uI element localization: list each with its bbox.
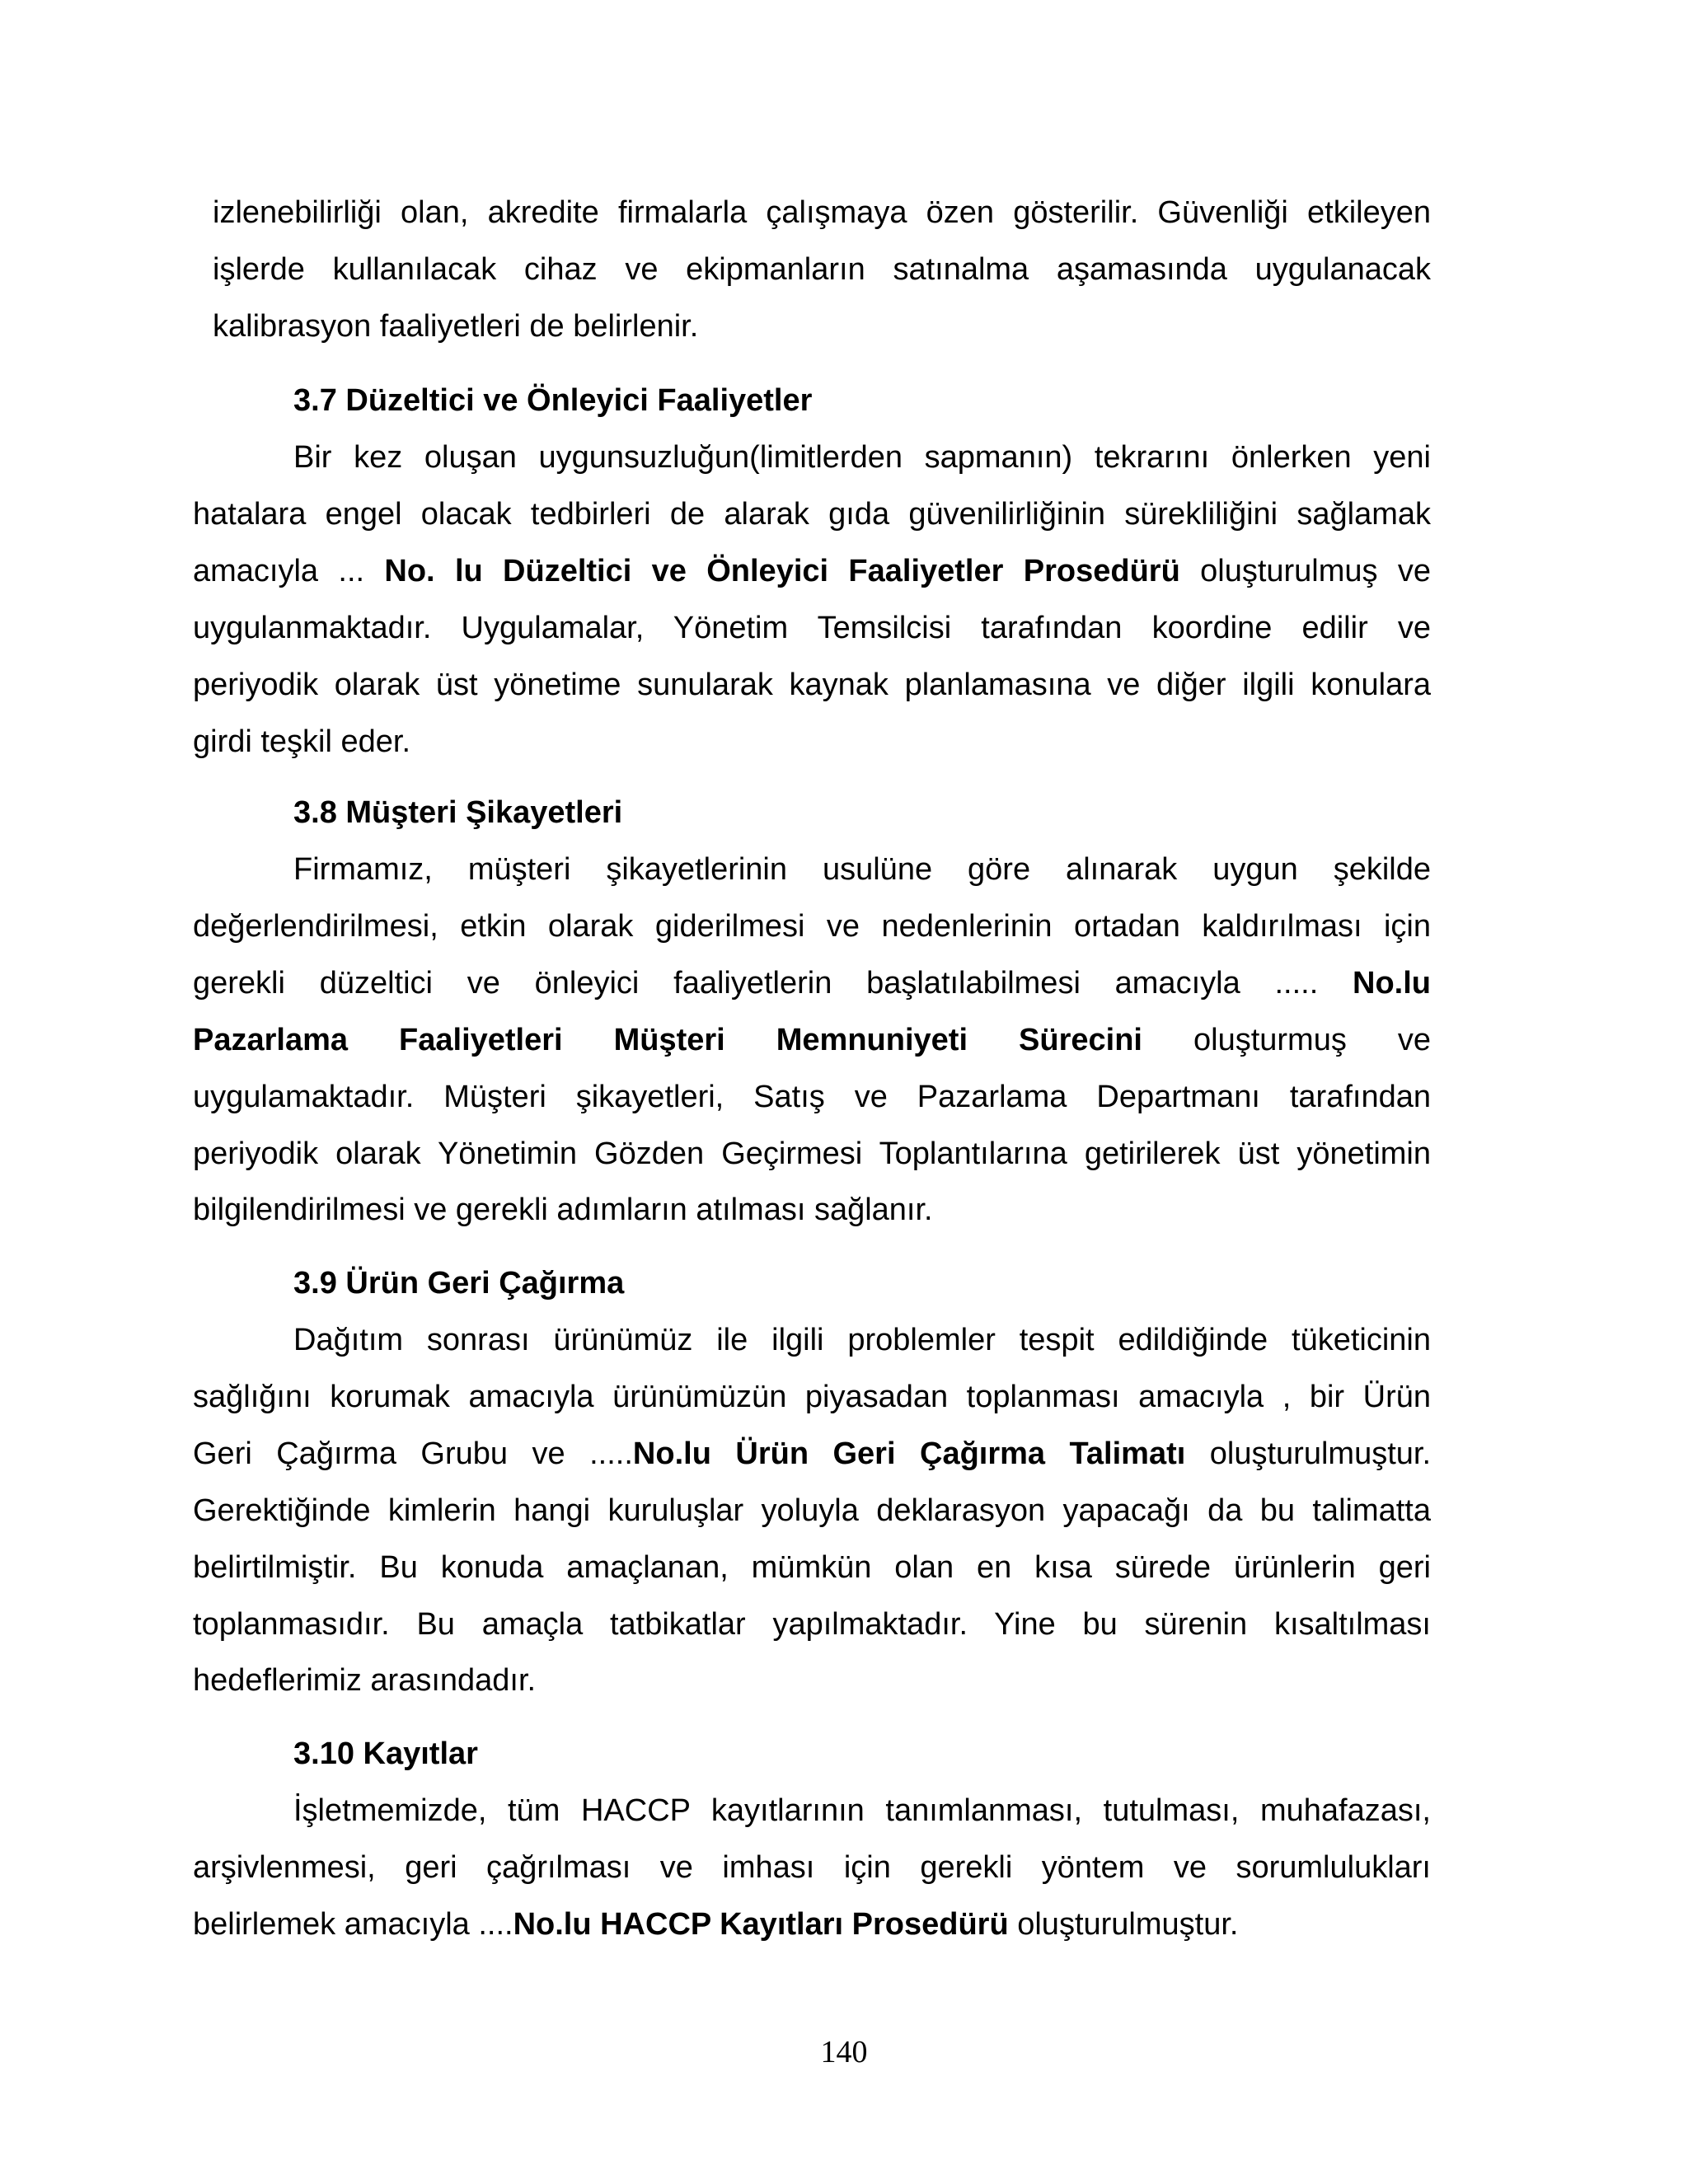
text-run: belirlemek amacıyla ....	[193, 1906, 513, 1942]
text-line: İşletmemizde, tüm HACCP kayıtlarının tanımlanması, tutulması, muhafazası,	[293, 1793, 1431, 1828]
text-run: amacıyla ...	[193, 553, 385, 588]
text-line: uygulamaktadır. Müşteri şikayetleri, Satış ve Pazarlama Departmanı tarafından	[193, 1079, 1431, 1114]
procedure-reference: No.lu Ürün Geri Çağırma Talimatı	[632, 1436, 1186, 1471]
text-line: değerlendirilmesi, etkin olarak giderilmesi ve nedenlerinin ortadan kaldırılması için	[193, 908, 1431, 944]
procedure-reference: Pazarlama Faaliyetleri Müşteri Memnuniyeti Sürecini	[193, 1022, 1142, 1057]
text-line: toplanmasıdır. Bu amaçla tatbikatlar yapılmaktadır. Yine bu sürenin kısaltılması	[193, 1606, 1431, 1642]
text-run: oluşturulmuştur.	[1008, 1906, 1239, 1942]
text-run: oluşturulmuş ve	[1179, 553, 1432, 588]
intro-paragraph	[213, 185, 1431, 355]
text-run: oluşturmuş ve	[1142, 1022, 1432, 1057]
text-line: uygulanmaktadır. Uygulamalar, Yönetim Temsilcisi tarafından koordine edilir ve	[193, 610, 1431, 645]
text-run: Geri Çağırma Grubu ve .....	[193, 1436, 633, 1471]
procedure-reference: No.lu	[1353, 965, 1431, 1001]
text-line: periyodik olarak Yönetimin Gözden Geçirmesi Toplantılarına getirilerek üst yönetimin	[193, 1136, 1431, 1171]
text-line: sağlığını korumak amacıyla ürünümüzün piyasadan toplanması amacıyla , bir Ürün	[193, 1379, 1431, 1414]
text-line: Firmamız, müşteri şikayetlerinin usulüne göre alınarak uygun şekilde	[293, 852, 1431, 887]
text-line: Bir kez oluşan uygunsuzluğun(limitlerden sapmanın) tekrarını önlerken yeni	[293, 440, 1431, 475]
page-number: 140	[820, 2035, 868, 2069]
text-line: izlenebilirliği olan, akredite firmalarla çalışmaya özen gösterilir. Güvenliği etkileyen	[213, 195, 1431, 230]
section-3-10-paragraph	[193, 1783, 1431, 1953]
text-line	[193, 1012, 1431, 1069]
text-run: oluşturulmuştur.	[1185, 1436, 1432, 1471]
text-line: Dağıtım sonrası ürünümüz ile ilgili problemler tespit edildiğinde tüketicinin	[293, 1323, 1431, 1357]
section-heading-3-7: 3.7 Düzeltici ve Önleyici Faaliyetler	[293, 383, 813, 418]
text-line: bilgilendirilmesi ve gerekli adımların atılması sağlanır.	[193, 1193, 933, 1228]
text-line	[193, 955, 1431, 1012]
text-line	[193, 543, 1431, 600]
section-3-8-paragraph	[193, 841, 1431, 1239]
section-3-9-paragraph	[193, 1312, 1431, 1709]
text-line: hatalara engel olacak tedbirleri de alarak gıda güvenilirliğinin sürekliliğini sağlamak	[193, 496, 1431, 532]
text-line: Gerektiğinde kimlerin hangi kuruluşlar yoluyla deklarasyon yapacağı da bu talimatta	[193, 1493, 1431, 1528]
text-line: işlerde kullanılacak cihaz ve ekipmanların satınalma aşamasında uygulanacak	[213, 251, 1431, 287]
section-heading-3-8: 3.8 Müşteri Şikayetleri	[293, 795, 623, 830]
procedure-reference: No. lu Düzeltici ve Önleyici Faaliyetler Prosedürü	[384, 553, 1180, 588]
text-line: arşivlenmesi, geri çağrılması ve imhası için gerekli yöntem ve sorumlulukları	[193, 1849, 1431, 1885]
text-line: girdi teşkil eder.	[193, 724, 411, 759]
text-line	[193, 1426, 1431, 1483]
section-3-7-paragraph	[193, 429, 1431, 770]
text-line: periyodik olarak üst yönetime sunularak kaynak planlamasına ve diğer ilgili konulara	[193, 667, 1431, 702]
section-heading-3-10: 3.10 Kayıtlar	[293, 1736, 478, 1771]
text-line	[193, 1896, 1431, 1953]
text-line: belirtilmiştir. Bu konuda amaçlanan, mümkün olan en kısa sürede ürünlerin geri	[193, 1549, 1431, 1585]
text-run: gerekli düzeltici ve önleyici faaliyetlerin başlatılabilmesi amacıyla .....	[193, 965, 1353, 1001]
text-line: hedeflerimiz arasındadır.	[193, 1663, 537, 1699]
section-heading-3-9: 3.9 Ürün Geri Çağırma	[293, 1266, 625, 1301]
procedure-reference: No.lu HACCP Kayıtları Prosedürü	[513, 1906, 1009, 1942]
text-line: kalibrasyon faaliyetleri de belirlenir.	[213, 308, 699, 344]
